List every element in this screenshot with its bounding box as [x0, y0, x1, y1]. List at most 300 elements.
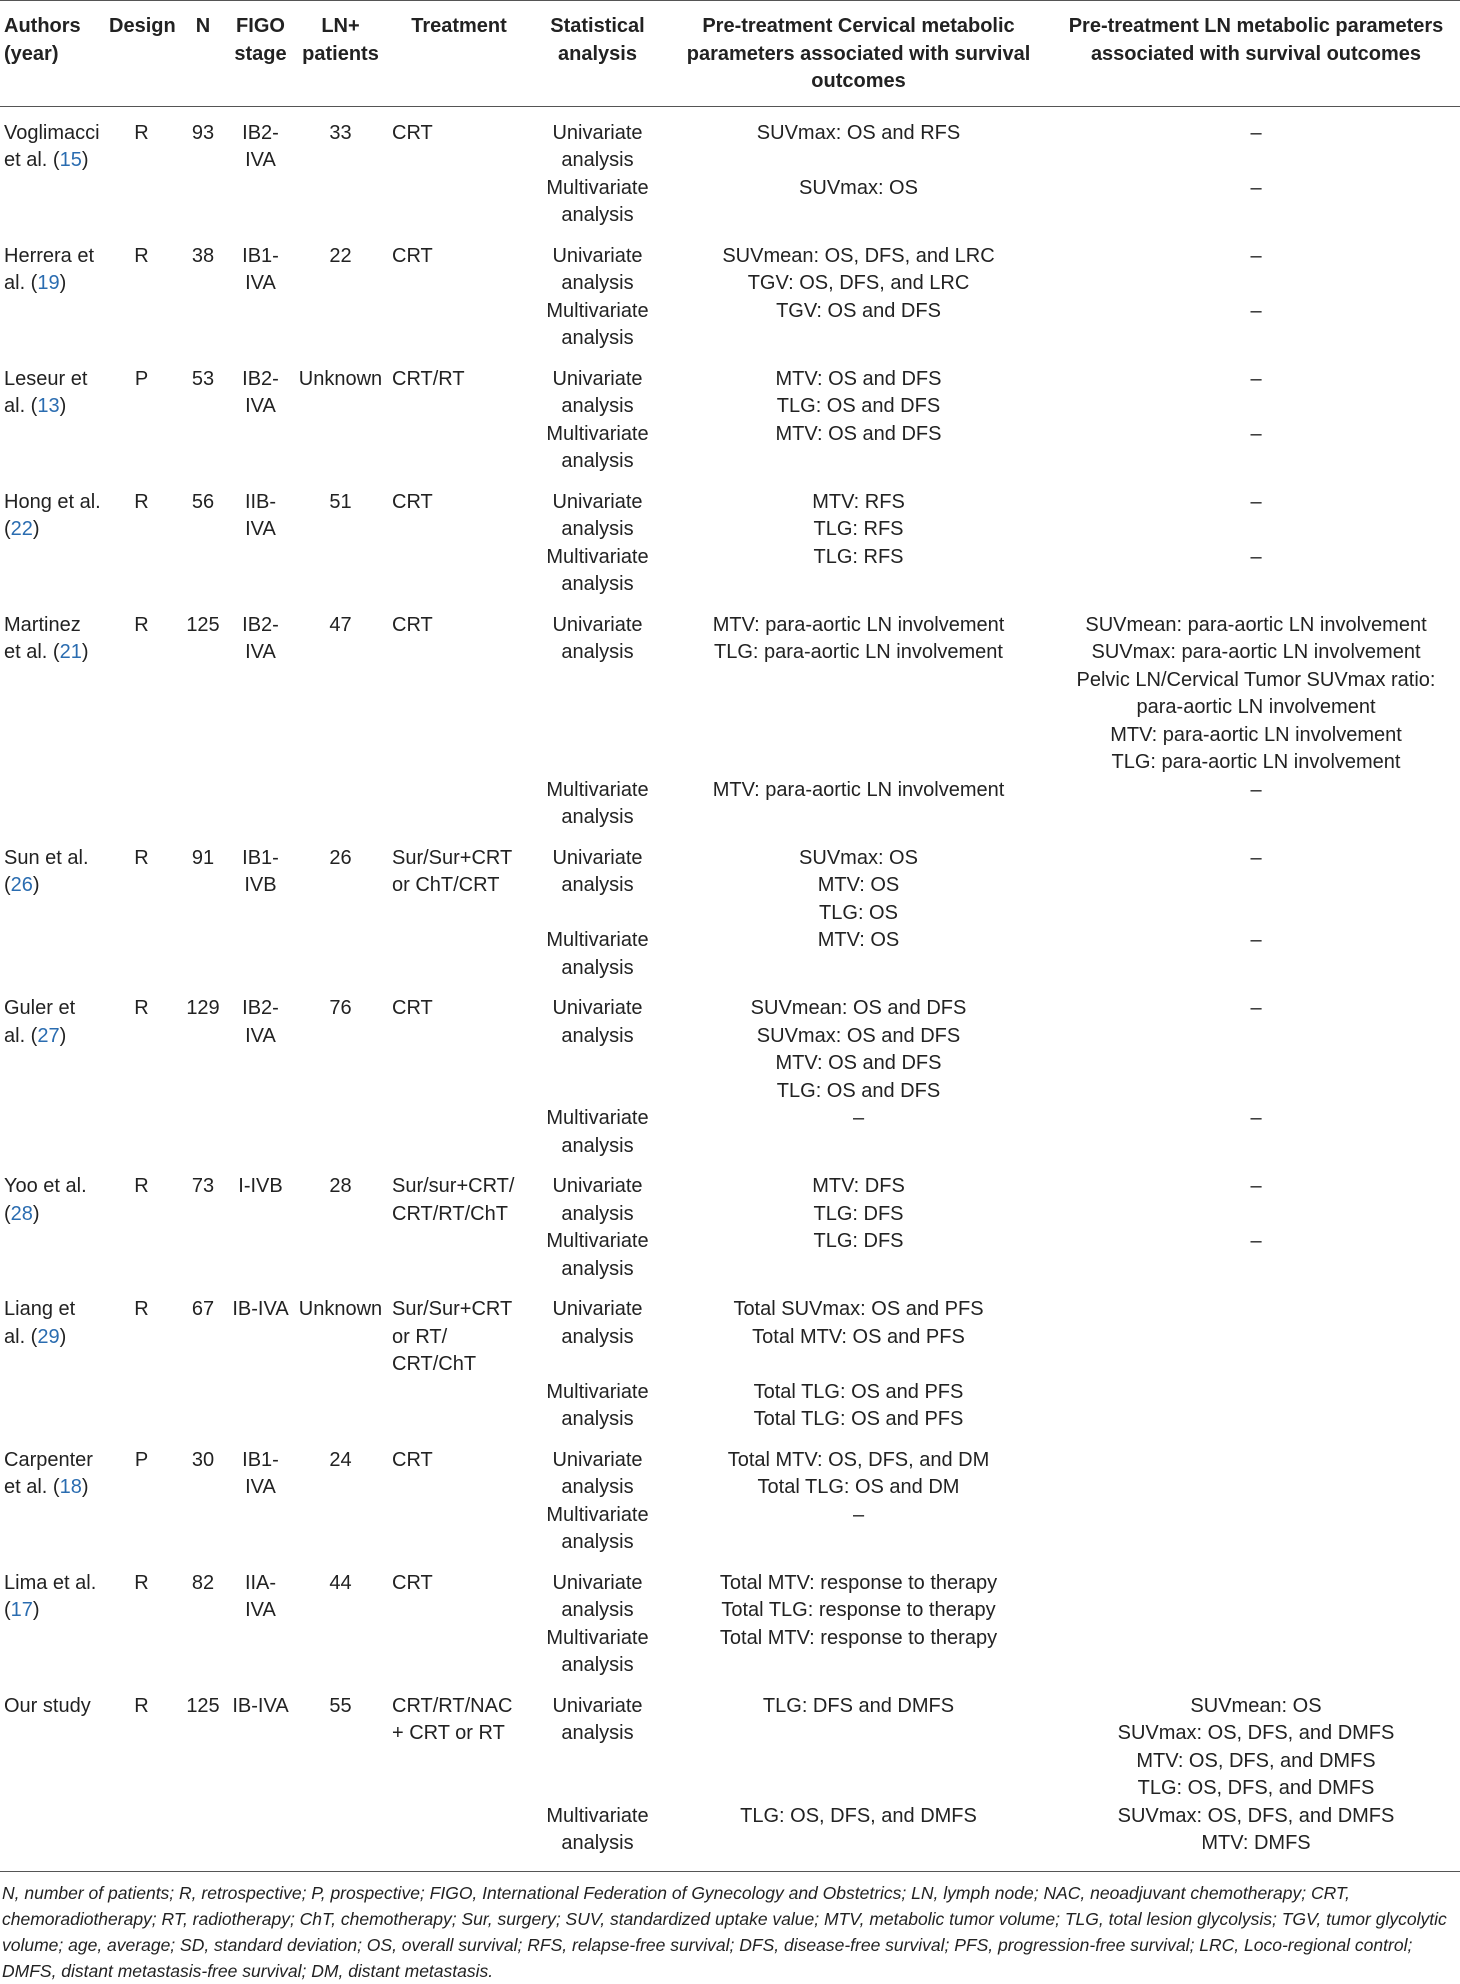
cervical-param: MTV: OS: [817, 929, 900, 951]
empty-cell: [388, 1803, 530, 1872]
analysis-type-cell: Univariate analysis: [552, 1298, 643, 1348]
ln-param: –: [1250, 929, 1262, 951]
cervical-params-cell: [665, 1160, 1052, 1228]
analysis-type-cell: Multivariate analysis: [546, 1804, 649, 1854]
analysis-type-cell: Univariate analysis: [552, 367, 643, 417]
ln-param: –: [1250, 367, 1262, 390]
header-design: Design: [109, 15, 176, 37]
cervical-params-cell: [665, 777, 1052, 832]
empty-cell: [178, 1228, 228, 1283]
ln-param: –: [1250, 176, 1262, 199]
design-cell: R: [134, 997, 149, 1019]
empty-cell: [105, 1803, 178, 1872]
table-row: [0, 421, 1460, 476]
treatment-cell: CRT: [392, 121, 433, 144]
analysis-type-cell: Univariate analysis: [552, 846, 643, 896]
empty-cell: [178, 777, 228, 832]
cervical-params-cell: [665, 1434, 1052, 1502]
cervical-param: MTV: RFS: [812, 490, 905, 513]
table-row: [0, 544, 1460, 599]
ln-params-cell: [1052, 982, 1460, 1105]
ln-patients-cell: 51: [329, 490, 352, 513]
empty-cell: [228, 544, 293, 599]
cervical-param: SUVmax: OS: [799, 846, 918, 869]
empty-cell: [0, 927, 105, 982]
cervical-param: MTV: DFS: [812, 1175, 905, 1197]
treatment-cell: CRT: [392, 997, 433, 1019]
n-cell: 56: [191, 490, 215, 513]
analysis-type-cell: Multivariate analysis: [546, 1503, 649, 1553]
treatment-cell: CRT: [392, 490, 433, 513]
ln-params-cell: [1052, 1105, 1460, 1160]
cervical-param: MTV: OS and DFS: [775, 1052, 942, 1074]
header-ln-patients: LN+ patients: [302, 15, 379, 65]
cervical-params-cell: [665, 1680, 1052, 1803]
analysis-type-cell: Multivariate analysis: [546, 176, 649, 226]
treatment-cell: CRT: [392, 613, 433, 636]
author-name: Herrera et al.: [4, 244, 95, 294]
empty-cell: [293, 1625, 388, 1680]
cervical-params-cell: [665, 106, 1052, 175]
ln-param: –: [1250, 1175, 1262, 1197]
table-row: [0, 1557, 1460, 1625]
figo-cell: IB2-IVA: [242, 367, 279, 417]
reference-link[interactable]: 19: [37, 272, 60, 294]
empty-cell: [388, 1228, 530, 1283]
author-cell: Hong et al. (22): [4, 490, 101, 540]
analysis-type-cell: Multivariate analysis: [546, 299, 649, 349]
n-cell: 53: [191, 367, 215, 390]
cervical-params-cell: [665, 544, 1052, 599]
design-cell: R: [134, 613, 149, 636]
empty-cell: [293, 1502, 388, 1557]
treatment-cell: Sur/Sur+CRT or RT/ CRT/ChT: [392, 1298, 512, 1375]
analysis-type-cell: Univariate analysis: [552, 1571, 643, 1621]
empty-cell: [388, 175, 530, 230]
empty-cell: [388, 1379, 530, 1434]
empty-cell: [228, 777, 293, 832]
ln-param: –: [1250, 1107, 1262, 1129]
cervical-params-cell: [665, 476, 1052, 544]
table-row: [0, 1434, 1460, 1502]
author-name: Martinez et al.: [4, 613, 81, 663]
design-cell: R: [134, 846, 149, 869]
empty-cell: [293, 1379, 388, 1434]
figo-cell: IB-IVA: [232, 1694, 289, 1717]
design-cell: R: [134, 490, 149, 513]
design-cell: R: [134, 1694, 149, 1717]
empty-cell: [105, 1228, 178, 1283]
cervical-param: MTV: para-aortic LN involvement: [712, 613, 1005, 636]
ln-params-cell: [1052, 1803, 1460, 1872]
table-row: [0, 1379, 1460, 1434]
ln-params-cell: [1052, 1160, 1460, 1228]
empty-cell: [293, 777, 388, 832]
figo-cell: IB1-IVA: [242, 1448, 279, 1498]
cervical-param: Total TLG: OS and PFS: [753, 1380, 964, 1403]
cervical-params-cell: [665, 982, 1052, 1105]
ln-patients-cell: 33: [329, 121, 352, 144]
empty-cell: [0, 175, 105, 230]
reference-link[interactable]: 15: [59, 149, 82, 171]
ln-params-cell: [1052, 832, 1460, 928]
empty-cell: [105, 777, 178, 832]
empty-cell: [105, 298, 178, 353]
cervical-param: MTV: OS: [817, 874, 900, 896]
cervical-params-cell: [665, 599, 1052, 777]
table-header: [0, 1, 1460, 107]
ln-patients-cell: 55: [329, 1694, 352, 1717]
figo-cell: IB2-IVA: [242, 613, 279, 663]
design-cell: P: [134, 367, 149, 390]
reference-link[interactable]: 22: [10, 518, 33, 540]
empty-cell: [228, 1803, 293, 1872]
empty-cell: [228, 175, 293, 230]
figo-cell: IB-IVA: [232, 1298, 289, 1320]
ln-param: –: [1250, 422, 1262, 445]
ln-param: –: [1250, 545, 1262, 568]
ln-param: –: [1250, 299, 1262, 322]
cervical-params-cell: [665, 1625, 1052, 1680]
cervical-param: TLG: DFS: [813, 1230, 904, 1252]
ln-params-cell: [1052, 1434, 1460, 1502]
table-row: [0, 476, 1460, 544]
ln-params-cell: [1052, 353, 1460, 421]
cervical-param: MTV: para-aortic LN involvement: [712, 778, 1005, 801]
author-cell: Carpenter et al. (18): [4, 1448, 93, 1498]
analysis-type-cell: Univariate analysis: [552, 244, 643, 294]
figo-cell: I-IVB: [238, 1175, 283, 1197]
empty-cell: [0, 298, 105, 353]
author-name: Sun et al.: [4, 846, 89, 869]
ln-params-cell: [1052, 927, 1460, 982]
table-body: [0, 106, 1460, 1871]
figo-cell: IB1-IVA: [242, 244, 279, 294]
table-row: [0, 353, 1460, 421]
cervical-param: –: [852, 1107, 865, 1129]
ln-params-cell: [1052, 1502, 1460, 1557]
reference-link[interactable]: 28: [10, 1202, 33, 1225]
cervical-params-cell: [665, 230, 1052, 298]
empty-cell: [293, 1105, 388, 1160]
ln-param: Pelvic LN/Cervical Tumor SUVmax ratio: para-aortic LN involvement: [1076, 668, 1436, 718]
design-cell: R: [134, 244, 149, 267]
ln-params-cell: [1052, 777, 1460, 832]
reference-link[interactable]: 17: [10, 1599, 33, 1621]
header-n: N: [195, 15, 211, 37]
cervical-param: TLG: OS, DFS, and DMFS: [740, 1804, 977, 1827]
analysis-type-cell: Multivariate analysis: [546, 1107, 649, 1157]
table-row: [0, 106, 1460, 175]
analysis-type-cell: Multivariate analysis: [546, 545, 649, 595]
author-name: Voglimacci et al.: [4, 121, 100, 171]
empty-cell: [293, 1228, 388, 1283]
figo-cell: IIA-IVA: [244, 1571, 277, 1621]
cervical-param: SUVmax: OS: [799, 176, 918, 199]
empty-cell: [0, 421, 105, 476]
cervical-param: TLG: para-aortic LN involvement: [713, 641, 1003, 663]
ln-patients-cell: Unknown: [298, 367, 383, 390]
empty-cell: [228, 927, 293, 982]
ln-param: –: [1250, 778, 1262, 801]
analysis-type-cell: Univariate analysis: [552, 490, 643, 540]
n-cell: 38: [191, 244, 215, 267]
reference-link[interactable]: 27: [37, 1024, 60, 1047]
reference-link[interactable]: 26: [10, 874, 33, 896]
cervical-param: SUVmax: OS and DFS: [756, 1024, 961, 1047]
empty-cell: [293, 927, 388, 982]
figo-cell: IIB-IVA: [244, 490, 277, 540]
table-row: [0, 1283, 1460, 1379]
n-cell: 82: [191, 1571, 215, 1594]
ln-params-cell: [1052, 1379, 1460, 1434]
empty-cell: [293, 298, 388, 353]
ln-param: SUVmean: OS: [1190, 1694, 1322, 1717]
analysis-type-cell: Multivariate analysis: [546, 1380, 649, 1430]
empty-cell: [228, 1502, 293, 1557]
cervical-param: Total TLG: response to therapy: [721, 1599, 996, 1621]
cervical-param: MTV: OS and DFS: [775, 422, 942, 445]
empty-cell: [388, 421, 530, 476]
ln-patients-cell: 76: [329, 997, 352, 1019]
ln-params-cell: [1052, 1283, 1460, 1379]
ln-param: –: [1250, 1230, 1262, 1252]
empty-cell: [0, 777, 105, 832]
empty-cell: [0, 544, 105, 599]
reference-link[interactable]: 13: [37, 395, 60, 417]
ln-param: SUVmax: OS, DFS, and DMFS: [1117, 1722, 1395, 1744]
empty-cell: [105, 927, 178, 982]
ln-param: –: [1250, 121, 1262, 144]
design-cell: P: [134, 1448, 149, 1471]
author-name: Carpenter et al.: [4, 1448, 93, 1498]
author-name: Liang et al.: [4, 1298, 76, 1348]
header-cervical-parameters: Pre-treatment Cervical metabolic parameters associated with survival outcomes: [686, 15, 1031, 92]
ln-patients-cell: 24: [329, 1448, 352, 1471]
header-analysis: Statistical analysis: [550, 15, 645, 65]
author-name: Guler et al.: [4, 997, 76, 1047]
ln-params-cell: [1052, 298, 1460, 353]
author-cell: Martinez et al. (21): [4, 613, 89, 663]
ln-params-cell: [1052, 476, 1460, 544]
table-row: [0, 599, 1460, 777]
header-treatment: Treatment: [411, 15, 507, 37]
cervical-params-cell: [665, 1557, 1052, 1625]
cervical-params-cell: [665, 1105, 1052, 1160]
n-cell: 91: [191, 846, 215, 869]
cervical-params-cell: [665, 353, 1052, 421]
cervical-params-cell: [665, 1502, 1052, 1557]
cervical-param: SUVmax: OS and RFS: [756, 121, 961, 144]
table-row: [0, 1160, 1460, 1228]
ln-patients-cell: 26: [329, 846, 352, 869]
author-cell: Sun et al. (26): [4, 846, 89, 896]
ln-params-cell: [1052, 175, 1460, 230]
cervical-params-cell: [665, 1283, 1052, 1379]
ln-param: TLG: para-aortic LN involvement: [1111, 751, 1401, 773]
design-cell: R: [134, 121, 149, 144]
treatment-cell: CRT/RT: [392, 367, 465, 390]
design-cell: R: [134, 1298, 149, 1320]
cervical-param: TLG: OS and DFS: [776, 395, 941, 417]
empty-cell: [178, 544, 228, 599]
analysis-type-cell: Univariate analysis: [552, 1448, 643, 1498]
table-row: [0, 1803, 1460, 1872]
empty-cell: [178, 1625, 228, 1680]
table-row: [0, 1502, 1460, 1557]
n-cell: 129: [186, 997, 220, 1019]
ln-param: –: [1250, 846, 1262, 869]
treatment-cell: Sur/sur+CRT/ CRT/RT/ChT: [392, 1175, 515, 1225]
cervical-param: Total MTV: response to therapy: [719, 1626, 998, 1649]
empty-cell: [0, 1228, 105, 1283]
cervical-param: Total MTV: OS, DFS, and DM: [727, 1448, 990, 1471]
empty-cell: [388, 927, 530, 982]
empty-cell: [178, 298, 228, 353]
table-footnote: N, number of patients; R, retrospective; P, prospective; FIGO, International Federation of Gynecology and Obstetrics; LN, lymph node; NAC, neoadjuvant chemotherapy; CRT, chemoradiotherapy; RT, radiotherapy; ChT, chemotherapy; Sur, surgery; SUV, standardized uptake value; MTV, metabolic tumor volume; TLG, total lesion glycolysis; TGV, tumor glycolytic volume; age, average; SD, standard deviation; OS, overall survival; RFS, relapse-free survival; DFS, disease-free survival; PFS, progression-free survival; LRC, Loco-regional control; DMFS, distant metastasis-free survival; DM, distant metastasis.: [2, 1882, 1447, 1981]
cervical-param: TLG: DFS: [813, 1202, 904, 1225]
ln-param: –: [1250, 244, 1262, 267]
ln-param: MTV: para-aortic LN involvement: [1110, 723, 1402, 746]
design-cell: R: [134, 1571, 149, 1594]
table-row: [0, 832, 1460, 928]
treatment-cell: CRT: [392, 1571, 433, 1594]
figo-cell: IB1-IVB: [242, 846, 279, 896]
author-cell: Leseur et al. (13): [4, 367, 88, 417]
empty-cell: [228, 421, 293, 476]
cervical-param: SUVmean: OS and DFS: [750, 997, 967, 1019]
n-cell: 93: [191, 121, 215, 144]
empty-cell: [105, 1105, 178, 1160]
empty-cell: [388, 1625, 530, 1680]
empty-cell: [178, 175, 228, 230]
table-row: [0, 777, 1460, 832]
ln-params-cell: [1052, 421, 1460, 476]
author-cell: Yoo et al. (28): [4, 1175, 87, 1225]
reference-link[interactable]: 29: [37, 1325, 60, 1348]
cervical-params-cell: [665, 298, 1052, 353]
empty-cell: [388, 1105, 530, 1160]
treatment-cell: CRT: [392, 1448, 433, 1471]
n-cell: 125: [186, 613, 220, 636]
table-row: [0, 927, 1460, 982]
analysis-type-cell: Univariate analysis: [552, 1175, 643, 1225]
author-name: Our study: [4, 1694, 91, 1717]
empty-cell: [178, 1502, 228, 1557]
cervical-params-cell: [665, 1803, 1052, 1872]
ln-param: TLG: OS, DFS, and DMFS: [1137, 1777, 1375, 1799]
cervical-param: Total SUVmax: OS and PFS: [733, 1298, 984, 1320]
empty-cell: [105, 544, 178, 599]
header-authors: Authors (year): [4, 15, 81, 65]
cervical-param: –: [852, 1503, 865, 1526]
empty-cell: [388, 544, 530, 599]
empty-cell: [228, 1625, 293, 1680]
cervical-param: SUVmean: OS, DFS, and LRC: [722, 244, 995, 267]
n-cell: 73: [191, 1175, 215, 1197]
empty-cell: [178, 1803, 228, 1872]
table-row: [0, 230, 1460, 298]
n-cell: 67: [191, 1298, 215, 1320]
ln-params-cell: [1052, 1625, 1460, 1680]
ln-patients-cell: Unknown: [298, 1298, 383, 1320]
treatment-cell: CRT: [392, 244, 433, 267]
empty-cell: [293, 175, 388, 230]
table-row: [0, 982, 1460, 1105]
analysis-type-cell: Multivariate analysis: [546, 1230, 649, 1280]
ln-params-cell: [1052, 106, 1460, 175]
empty-cell: [105, 1379, 178, 1434]
analysis-type-cell: Univariate analysis: [552, 613, 643, 663]
design-cell: R: [134, 1175, 149, 1197]
analysis-type-cell: Multivariate analysis: [546, 778, 649, 828]
analysis-type-cell: Multivariate analysis: [546, 1626, 649, 1676]
empty-cell: [0, 1625, 105, 1680]
author-cell: Liang et al. (29): [4, 1298, 76, 1348]
ln-param: SUVmax: OS, DFS, and DMFS: [1117, 1804, 1395, 1827]
table-row: [0, 1105, 1460, 1160]
cervical-params-cell: [665, 927, 1052, 982]
empty-cell: [105, 421, 178, 476]
ln-param: SUVmean: para-aortic LN involvement: [1085, 613, 1427, 636]
table-row: [0, 1625, 1460, 1680]
author-cell: [0, 1680, 105, 1803]
cervical-param: TLG: RFS: [813, 518, 904, 540]
ln-param: –: [1250, 490, 1262, 513]
empty-cell: [228, 298, 293, 353]
author-name: Lima et al.: [4, 1571, 97, 1594]
ln-param: –: [1250, 997, 1262, 1019]
empty-cell: [388, 777, 530, 832]
cervical-param: Total TLG: OS and PFS: [753, 1408, 964, 1430]
ln-param: SUVmax: para-aortic LN involvement: [1091, 641, 1421, 663]
table-row: [0, 175, 1460, 230]
header-ln-parameters: Pre-treatment LN metabolic parameters associated with survival outcomes: [1068, 15, 1444, 65]
reference-link[interactable]: 21: [59, 641, 82, 663]
treatment-cell: Sur/Sur+CRT or ChT/CRT: [392, 846, 512, 896]
cervical-param: Total MTV: OS and PFS: [752, 1325, 965, 1348]
author-name: Hong et al.: [4, 490, 101, 513]
analysis-type-cell: Multivariate analysis: [546, 929, 649, 979]
empty-cell: [293, 1803, 388, 1872]
cervical-params-cell: [665, 832, 1052, 928]
ln-params-cell: [1052, 599, 1460, 777]
ln-patients-cell: 44: [329, 1571, 352, 1594]
table-row: [0, 1680, 1460, 1803]
ln-params-cell: [1052, 1557, 1460, 1625]
n-cell: 30: [191, 1448, 215, 1471]
empty-cell: [178, 1379, 228, 1434]
analysis-type-cell: Univariate analysis: [552, 1694, 643, 1744]
empty-cell: [105, 1625, 178, 1680]
author-cell: Herrera et al. (19): [4, 244, 95, 294]
author-cell: Guler et al. (27): [4, 997, 76, 1047]
author-name: Leseur et al.: [4, 367, 88, 417]
reference-link[interactable]: 18: [59, 1476, 82, 1498]
cervical-param: TGV: OS, DFS, and LRC: [747, 272, 970, 294]
empty-cell: [105, 1502, 178, 1557]
empty-cell: [0, 1105, 105, 1160]
table-row: [0, 298, 1460, 353]
n-cell: 125: [186, 1694, 220, 1717]
ln-params-cell: [1052, 544, 1460, 599]
figo-cell: IB2-IVA: [242, 997, 279, 1047]
cervical-param: Total MTV: response to therapy: [719, 1571, 998, 1594]
ln-patients-cell: 22: [329, 244, 352, 267]
empty-cell: [388, 298, 530, 353]
author-cell: Voglimacci et al. (15): [4, 121, 100, 171]
ln-param: MTV: DMFS: [1201, 1832, 1311, 1854]
